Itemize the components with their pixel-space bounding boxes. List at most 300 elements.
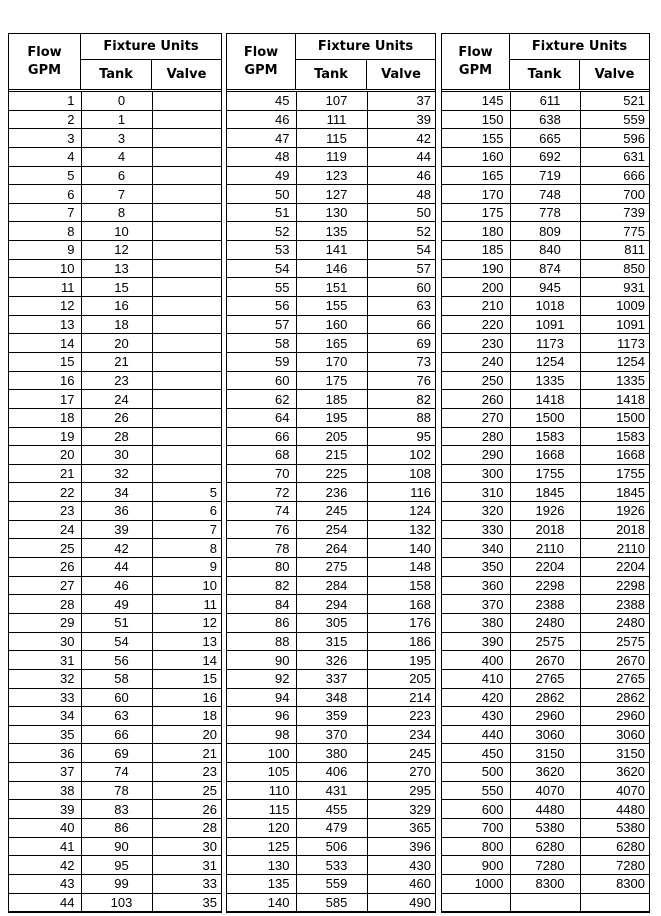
valve-cell: 60: [367, 278, 435, 297]
tank-cell: [510, 893, 580, 912]
flow-gpm-header: Flow GPM: [442, 34, 510, 89]
tank-cell: 2204: [510, 558, 580, 577]
flow-gpm-cell: 86: [227, 613, 296, 632]
table-row: [442, 483, 649, 502]
flow-gpm-cell: 125: [227, 837, 296, 856]
table-row: [9, 707, 221, 726]
valve-cell: [152, 352, 221, 371]
flow-gpm-cell: 15: [9, 352, 81, 371]
valve-cell: 6: [152, 502, 221, 521]
valve-cell: 132: [367, 520, 435, 539]
table-row: [442, 110, 649, 129]
flow-gpm-cell: 340: [442, 539, 510, 558]
table-row: [9, 297, 221, 316]
tank-cell: 506: [296, 837, 367, 856]
valve-cell: [580, 893, 649, 912]
valve-cell: 50: [367, 203, 435, 222]
table-row: [442, 520, 649, 539]
valve-cell: 28: [152, 818, 221, 837]
flow-gpm-cell: 60: [227, 371, 296, 390]
table-row: [227, 129, 435, 148]
flow-gpm-cell: 6: [9, 185, 81, 204]
valve-cell: 42: [367, 129, 435, 148]
table-row: [9, 390, 221, 409]
flow-gpm-cell: 64: [227, 408, 296, 427]
valve-cell: [152, 203, 221, 222]
table-row: [9, 92, 221, 110]
tank-cell: 175: [296, 371, 367, 390]
tank-cell: 95: [81, 856, 152, 875]
tank-cell: 69: [81, 744, 152, 763]
tank-cell: 0: [81, 92, 152, 110]
valve-cell: 31: [152, 856, 221, 875]
flow-gpm-cell: 410: [442, 669, 510, 688]
tank-cell: 2862: [510, 688, 580, 707]
flow-gpm-cell: 22: [9, 483, 81, 502]
valve-cell: [152, 92, 221, 110]
flow-gpm-cell: 33: [9, 688, 81, 707]
table-row: [227, 502, 435, 521]
table-row: [9, 166, 221, 185]
valve-cell: 116: [367, 483, 435, 502]
tank-cell: 54: [81, 632, 152, 651]
tank-cell: 44: [81, 558, 152, 577]
flow-gpm-cell: 92: [227, 669, 296, 688]
tank-cell: 10: [81, 222, 152, 241]
table-row: [9, 520, 221, 539]
flow-gpm-cell: 300: [442, 464, 510, 483]
flow-gpm-cell: 78: [227, 539, 296, 558]
tank-cell: 6280: [510, 837, 580, 856]
flow-gpm-cell: 7: [9, 203, 81, 222]
table-row: [227, 147, 435, 166]
tank-cell: 284: [296, 576, 367, 595]
tank-header: Tank: [510, 60, 580, 89]
valve-cell: 176: [367, 613, 435, 632]
flow-gpm-cell: 240: [442, 352, 510, 371]
flow-gpm-cell: 380: [442, 613, 510, 632]
table-row: [9, 352, 221, 371]
flow-gpm-cell: 180: [442, 222, 510, 241]
tank-cell: 3060: [510, 725, 580, 744]
tank-cell: 115: [296, 129, 367, 148]
table-row: [227, 483, 435, 502]
valve-cell: 20: [152, 725, 221, 744]
valve-cell: 1500: [580, 408, 649, 427]
tank-cell: 170: [296, 352, 367, 371]
valve-cell: 39: [367, 110, 435, 129]
valve-cell: [152, 464, 221, 483]
table-row: [227, 781, 435, 800]
tank-cell: 455: [296, 800, 367, 819]
tank-cell: 4070: [510, 781, 580, 800]
valve-cell: 57: [367, 259, 435, 278]
tank-cell: 1755: [510, 464, 580, 483]
flow-gpm-cell: 200: [442, 278, 510, 297]
valve-cell: 14: [152, 651, 221, 670]
tank-cell: 2298: [510, 576, 580, 595]
valve-cell: 490: [367, 893, 435, 912]
tank-cell: 160: [296, 315, 367, 334]
valve-cell: 234: [367, 725, 435, 744]
tank-cell: 1335: [510, 371, 580, 390]
table-row: [9, 688, 221, 707]
flow-gpm-cell: 38: [9, 781, 81, 800]
tank-cell: 21: [81, 352, 152, 371]
table-header: [442, 34, 649, 92]
table-row: [9, 613, 221, 632]
tank-cell: 245: [296, 502, 367, 521]
tank-cell: 1018: [510, 297, 580, 316]
valve-cell: 95: [367, 427, 435, 446]
flow-gpm-cell: 59: [227, 352, 296, 371]
tank-cell: 559: [296, 874, 367, 893]
table-row: [9, 147, 221, 166]
flow-gpm-cell: 58: [227, 334, 296, 353]
flow-gpm-cell: 49: [227, 166, 296, 185]
valve-cell: 18: [152, 707, 221, 726]
flow-gpm-cell: 48: [227, 147, 296, 166]
tank-cell: 90: [81, 837, 152, 856]
valve-cell: 1668: [580, 446, 649, 465]
table-row: [227, 818, 435, 837]
table-row: [442, 315, 649, 334]
tank-cell: 215: [296, 446, 367, 465]
tank-cell: 665: [510, 129, 580, 148]
valve-cell: 205: [367, 669, 435, 688]
flow-gpm-cell: 80: [227, 558, 296, 577]
flow-gpm-cell: 140: [227, 893, 296, 912]
table-row: [227, 558, 435, 577]
valve-cell: [152, 222, 221, 241]
flow-gpm-cell: 53: [227, 241, 296, 260]
valve-cell: 30: [152, 837, 221, 856]
table-row: [227, 185, 435, 204]
tank-cell: 8300: [510, 874, 580, 893]
valve-cell: 2765: [580, 669, 649, 688]
valve-cell: 148: [367, 558, 435, 577]
flow-gpm-cell: 600: [442, 800, 510, 819]
table-row: [227, 800, 435, 819]
valve-cell: 23: [152, 763, 221, 782]
flow-gpm-cell: 500: [442, 763, 510, 782]
flow-gpm-cell: 29: [9, 613, 81, 632]
valve-cell: 245: [367, 744, 435, 763]
table-row: [227, 390, 435, 409]
tank-cell: 225: [296, 464, 367, 483]
table-row: [442, 446, 649, 465]
flow-gpm-cell: 330: [442, 520, 510, 539]
tank-cell: 20: [81, 334, 152, 353]
table-row: [9, 595, 221, 614]
valve-cell: 430: [367, 856, 435, 875]
tank-cell: 611: [510, 92, 580, 110]
flow-gpm-cell: 210: [442, 297, 510, 316]
tank-cell: 326: [296, 651, 367, 670]
table-row: [227, 371, 435, 390]
table-row: [227, 856, 435, 875]
tank-cell: 431: [296, 781, 367, 800]
valve-cell: 8300: [580, 874, 649, 893]
valve-cell: 82: [367, 390, 435, 409]
flow-gpm-cell: 135: [227, 874, 296, 893]
tank-cell: 30: [81, 446, 152, 465]
valve-cell: [152, 259, 221, 278]
table-row: [442, 781, 649, 800]
valve-cell: 811: [580, 241, 649, 260]
valve-cell: 35: [152, 893, 221, 912]
valve-cell: 1335: [580, 371, 649, 390]
table-row: [442, 837, 649, 856]
tank-cell: 7: [81, 185, 152, 204]
tank-cell: 337: [296, 669, 367, 688]
valve-cell: [152, 241, 221, 260]
valve-cell: 700: [580, 185, 649, 204]
table-row: [442, 390, 649, 409]
flow-gpm-cell: 66: [227, 427, 296, 446]
fixture-units-table: [442, 92, 649, 912]
tank-cell: 49: [81, 595, 152, 614]
table-row: [9, 502, 221, 521]
table-row: [9, 185, 221, 204]
table-row: [442, 800, 649, 819]
tank-cell: 185: [296, 390, 367, 409]
flow-gpm-cell: 18: [9, 408, 81, 427]
tank-cell: 205: [296, 427, 367, 446]
table-row: [442, 222, 649, 241]
valve-cell: 6280: [580, 837, 649, 856]
valve-cell: 25: [152, 781, 221, 800]
tank-cell: 18: [81, 315, 152, 334]
tank-cell: 36: [81, 502, 152, 521]
flow-gpm-cell: 420: [442, 688, 510, 707]
valve-cell: 102: [367, 446, 435, 465]
flow-gpm-cell: 47: [227, 129, 296, 148]
tank-cell: 111: [296, 110, 367, 129]
flow-gpm-cell: 450: [442, 744, 510, 763]
table-row: [227, 278, 435, 297]
flow-gpm-cell: 55: [227, 278, 296, 297]
table-row: [442, 539, 649, 558]
flow-gpm-cell: 175: [442, 203, 510, 222]
tank-cell: 1173: [510, 334, 580, 353]
valve-cell: 1173: [580, 334, 649, 353]
valve-cell: [152, 110, 221, 129]
flow-gpm-cell: 185: [442, 241, 510, 260]
fixture-units-table: [9, 92, 221, 912]
valve-cell: 596: [580, 129, 649, 148]
flow-gpm-header: Flow GPM: [9, 34, 81, 89]
tank-cell: 236: [296, 483, 367, 502]
table-row: [9, 371, 221, 390]
tank-cell: 809: [510, 222, 580, 241]
flow-gpm-cell: 4: [9, 147, 81, 166]
tank-cell: 1254: [510, 352, 580, 371]
table-row: [9, 241, 221, 260]
table-row: [442, 203, 649, 222]
valve-cell: [152, 166, 221, 185]
flow-gpm-cell: 155: [442, 129, 510, 148]
fixture-units-header: Fixture Units: [81, 34, 221, 60]
flow-gpm-cell: 68: [227, 446, 296, 465]
table-row: [442, 576, 649, 595]
valve-cell: [152, 390, 221, 409]
table-row: [442, 297, 649, 316]
tank-cell: 2110: [510, 539, 580, 558]
table-row: [9, 781, 221, 800]
tank-cell: 12: [81, 241, 152, 260]
valve-cell: 52: [367, 222, 435, 241]
tank-cell: 16: [81, 297, 152, 316]
flow-gpm-cell: 900: [442, 856, 510, 875]
valve-cell: 16: [152, 688, 221, 707]
tank-cell: 2388: [510, 595, 580, 614]
flow-gpm-cell: 39: [9, 800, 81, 819]
table-panel-3: [441, 33, 650, 913]
tank-cell: 4: [81, 147, 152, 166]
valve-cell: 54: [367, 241, 435, 260]
flow-gpm-cell: 19: [9, 427, 81, 446]
table-row: [9, 203, 221, 222]
tank-cell: 1926: [510, 502, 580, 521]
flow-gpm-cell: 220: [442, 315, 510, 334]
table-row: [9, 278, 221, 297]
flow-gpm-cell: 31: [9, 651, 81, 670]
valve-cell: 140: [367, 539, 435, 558]
valve-cell: 1091: [580, 315, 649, 334]
valve-cell: 396: [367, 837, 435, 856]
valve-cell: [152, 334, 221, 353]
valve-cell: 1009: [580, 297, 649, 316]
tank-cell: 123: [296, 166, 367, 185]
valve-cell: 1926: [580, 502, 649, 521]
table-row: [227, 874, 435, 893]
valve-cell: 76: [367, 371, 435, 390]
tank-cell: 3620: [510, 763, 580, 782]
valve-cell: 2960: [580, 707, 649, 726]
flow-gpm-cell: 94: [227, 688, 296, 707]
valve-cell: 5: [152, 483, 221, 502]
flow-gpm-cell: 34: [9, 707, 81, 726]
table-row: [227, 651, 435, 670]
valve-cell: 158: [367, 576, 435, 595]
table-row: [9, 464, 221, 483]
table-row: [442, 241, 649, 260]
table-row: [442, 352, 649, 371]
flow-gpm-cell: 120: [227, 818, 296, 837]
table-row: [9, 483, 221, 502]
tank-cell: 370: [296, 725, 367, 744]
tank-cell: 4480: [510, 800, 580, 819]
tank-cell: 99: [81, 874, 152, 893]
valve-cell: 8: [152, 539, 221, 558]
table-row: [442, 707, 649, 726]
tank-cell: 479: [296, 818, 367, 837]
flow-gpm-cell: [442, 893, 510, 912]
table-row: [227, 707, 435, 726]
table-row: [227, 222, 435, 241]
valve-cell: 270: [367, 763, 435, 782]
table-row: [9, 110, 221, 129]
tank-cell: 8: [81, 203, 152, 222]
flow-gpm-cell: 700: [442, 818, 510, 837]
valve-cell: 631: [580, 147, 649, 166]
table-row: [227, 446, 435, 465]
flow-gpm-cell: 2: [9, 110, 81, 129]
valve-cell: 7280: [580, 856, 649, 875]
tank-cell: 2765: [510, 669, 580, 688]
tank-cell: 51: [81, 613, 152, 632]
flow-gpm-header: Flow GPM: [227, 34, 296, 89]
tank-cell: 380: [296, 744, 367, 763]
table-row: [227, 669, 435, 688]
tank-cell: 275: [296, 558, 367, 577]
tank-cell: 155: [296, 297, 367, 316]
flow-gpm-cell: 43: [9, 874, 81, 893]
table-row: [442, 185, 649, 204]
flow-gpm-cell: 170: [442, 185, 510, 204]
fixture-units-header: Fixture Units: [296, 34, 435, 60]
table-row: [227, 763, 435, 782]
flow-gpm-cell: 40: [9, 818, 81, 837]
flow-gpm-cell: 52: [227, 222, 296, 241]
flow-gpm-cell: 12: [9, 297, 81, 316]
valve-cell: [152, 371, 221, 390]
table-row: [9, 558, 221, 577]
tank-cell: 874: [510, 259, 580, 278]
flow-gpm-cell: 100: [227, 744, 296, 763]
table-row: [442, 259, 649, 278]
valve-cell: 3060: [580, 725, 649, 744]
flow-gpm-cell: 56: [227, 297, 296, 316]
tank-header: Tank: [81, 60, 152, 89]
tank-cell: 254: [296, 520, 367, 539]
tank-cell: 74: [81, 763, 152, 782]
valve-cell: 44: [367, 147, 435, 166]
table-row: [227, 427, 435, 446]
valve-cell: [152, 147, 221, 166]
flow-gpm-cell: 37: [9, 763, 81, 782]
tank-cell: 135: [296, 222, 367, 241]
flow-gpm-cell: 8: [9, 222, 81, 241]
tank-cell: 3150: [510, 744, 580, 763]
tank-cell: 294: [296, 595, 367, 614]
flow-gpm-cell: 9: [9, 241, 81, 260]
table-row: [9, 576, 221, 595]
flow-gpm-cell: 160: [442, 147, 510, 166]
flow-gpm-cell: 36: [9, 744, 81, 763]
flow-gpm-cell: 320: [442, 502, 510, 521]
table-row: [442, 129, 649, 148]
tank-cell: 1668: [510, 446, 580, 465]
valve-cell: 66: [367, 315, 435, 334]
valve-cell: [152, 297, 221, 316]
table-row: [227, 837, 435, 856]
valve-cell: [152, 315, 221, 334]
tank-cell: 3: [81, 129, 152, 148]
valve-cell: 168: [367, 595, 435, 614]
flow-gpm-cell: 360: [442, 576, 510, 595]
table-row: [442, 427, 649, 446]
table-row: [442, 92, 649, 110]
valve-cell: 739: [580, 203, 649, 222]
flow-gpm-cell: 44: [9, 893, 81, 912]
flow-gpm-cell: 90: [227, 651, 296, 670]
table-row: [442, 166, 649, 185]
valve-cell: 4070: [580, 781, 649, 800]
table-row: [9, 763, 221, 782]
table-row: [9, 725, 221, 744]
